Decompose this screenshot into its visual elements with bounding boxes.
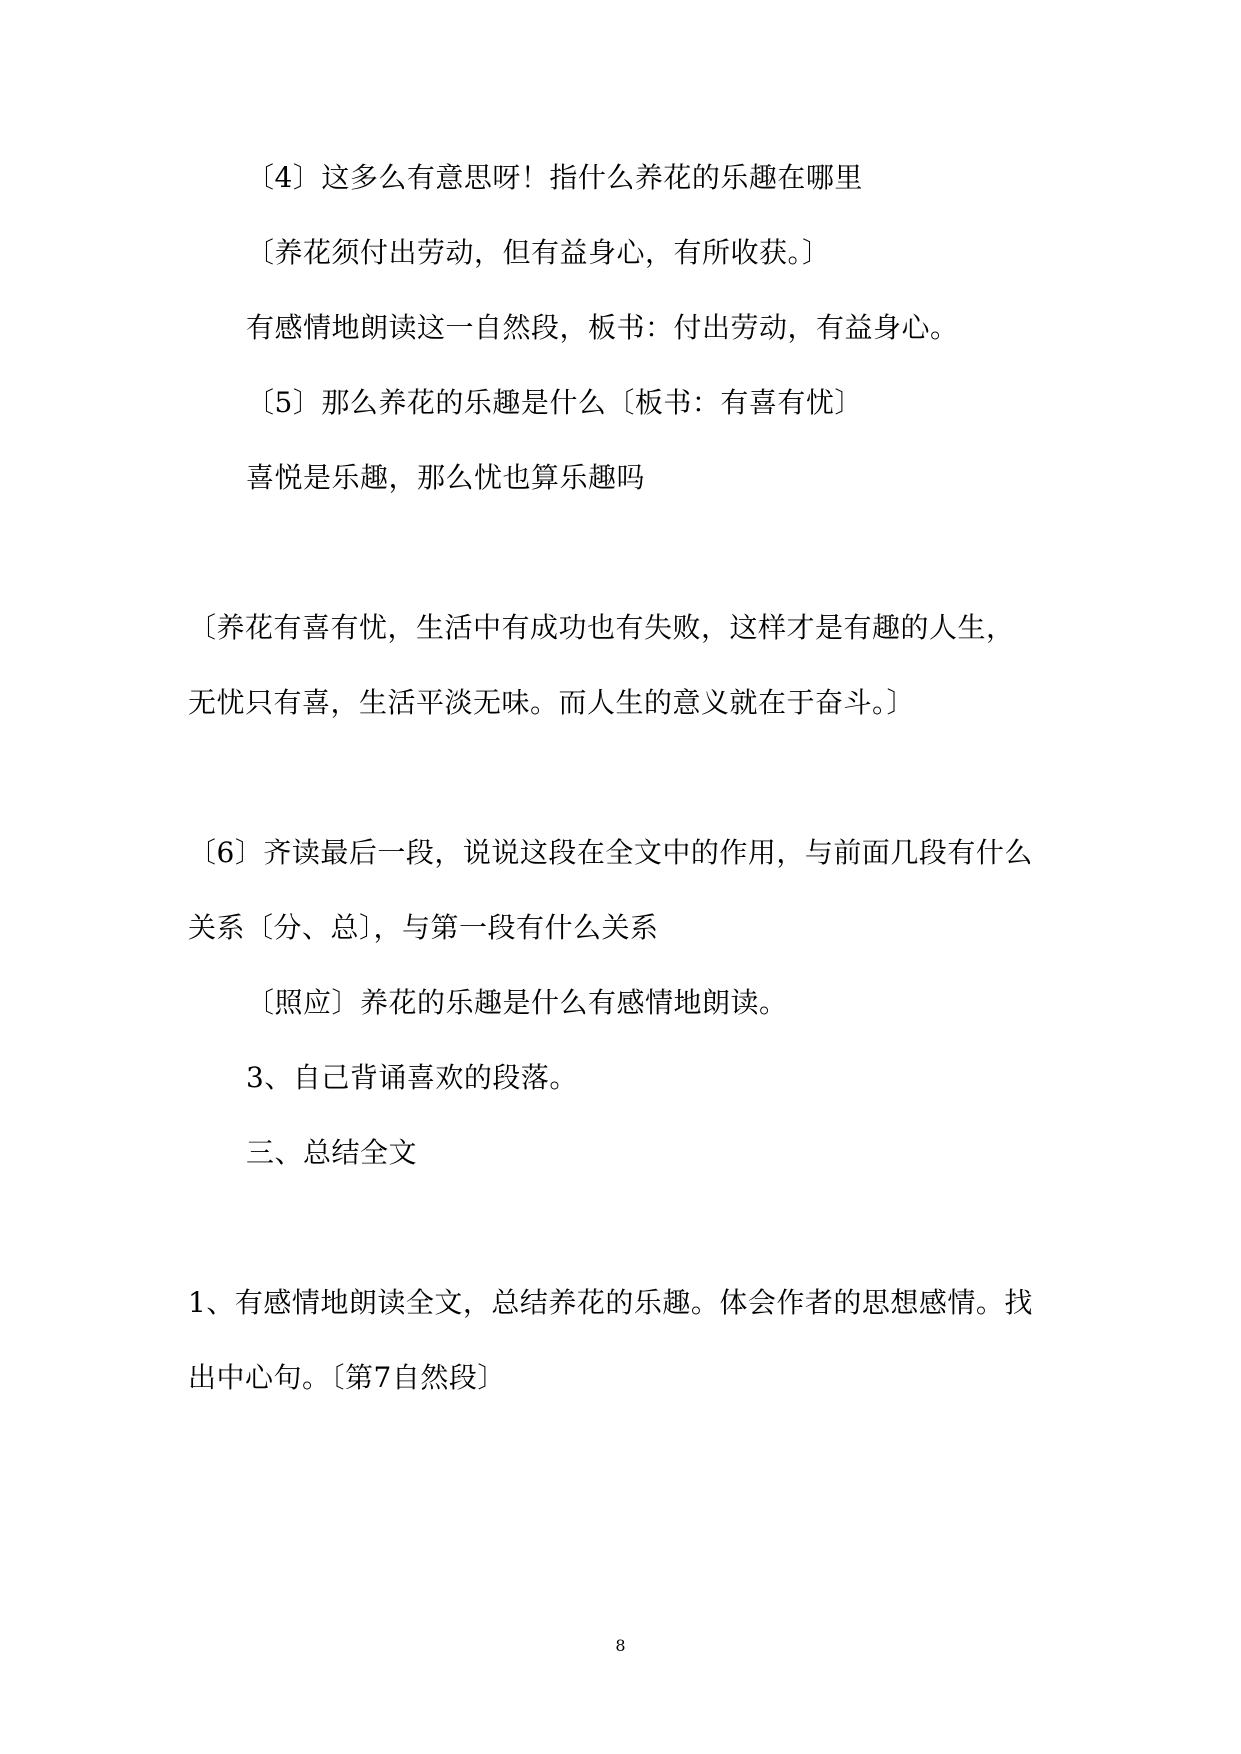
paragraph-line-14: 出中心句。〔第7自然段〕 — [188, 1361, 506, 1394]
paragraph-line-3: 有感情地朗读这一自然段，板书：付出劳动，有益身心。 — [246, 311, 959, 344]
paragraph-line-6: 〔养花有喜有忧，生活中有成功也有失败，这样才是有趣的人生， — [188, 611, 1015, 644]
paragraph-line-11: 3、自己背诵喜欢的段落。 — [246, 1061, 578, 1094]
paragraph-line-1: 〔4〕这多么有意思呀！指什么养花的乐趣在哪里 — [246, 161, 863, 194]
paragraph-line-8: 〔6〕齐读最后一段，说说这段在全文中的作用，与前面几段有什么 — [188, 836, 1033, 869]
paragraph-line-10: 〔照应〕养花的乐趣是什么有感情地朗读。 — [246, 986, 788, 1019]
paragraph-line-13: 1、有感情地朗读全文，总结养花的乐趣。体会作者的思想感情。找 — [188, 1286, 1033, 1319]
paragraph-line-2: 〔养花须付出劳动，但有益身心，有所收获。〕 — [246, 236, 831, 269]
paragraph-line-4: 〔5〕那么养花的乐趣是什么〔板书：有喜有忧〕 — [246, 386, 863, 419]
paragraph-line-9: 关系〔分、总〕，与第一段有什么关系 — [188, 911, 659, 944]
page-number: 8 — [615, 1636, 626, 1655]
section-heading: 三、总结全文 — [246, 1136, 418, 1169]
paragraph-line-5: 喜悦是乐趣，那么忧也算乐趣吗 — [246, 461, 646, 494]
paragraph-line-7: 无忧只有喜，生活平淡无味。而人生的意义就在于奋斗。〕 — [188, 686, 916, 719]
